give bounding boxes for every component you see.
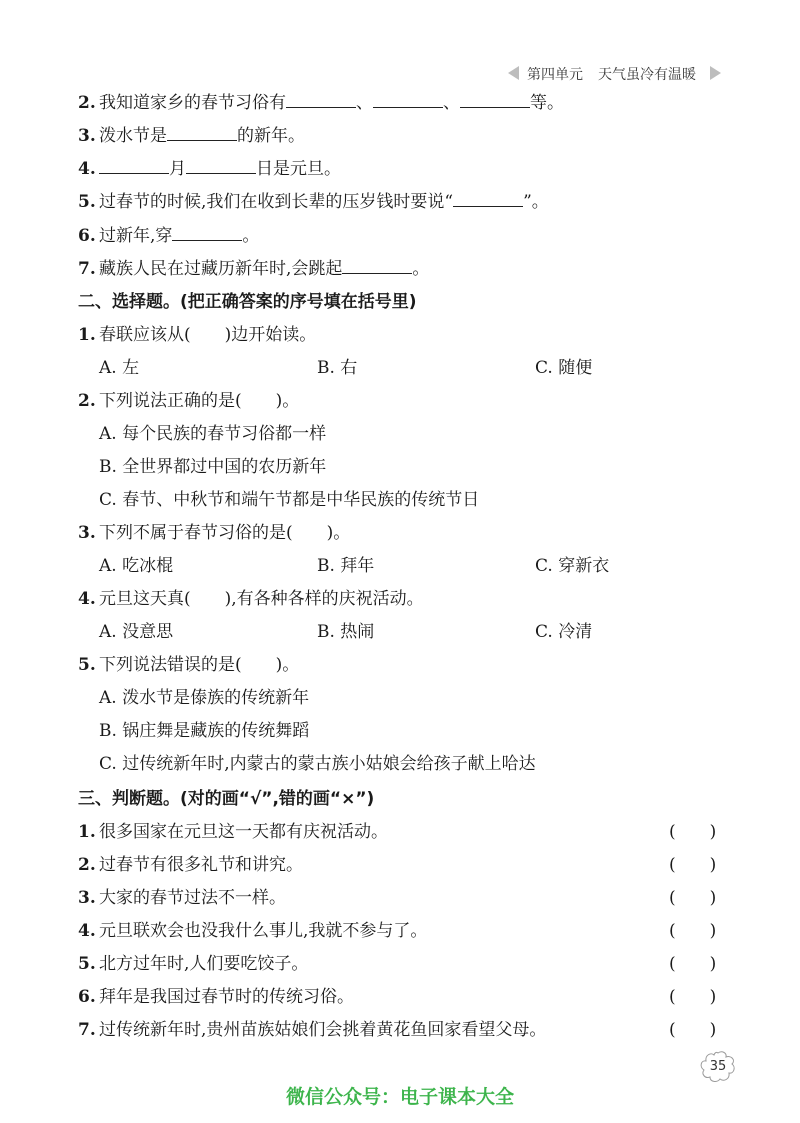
- header-left-triangle-icon: [508, 66, 519, 80]
- option-row: [0, 617, 800, 647]
- option[interactable]: C. 春节、中秋节和端午节都是中华民族的传统节日: [99, 490, 480, 510]
- fill-item: [0, 121, 800, 151]
- option-row: [0, 716, 800, 746]
- item-text: 等。: [530, 93, 564, 113]
- section-heading: 三、判断题。(对的画“√”,错的画“×”): [78, 789, 375, 809]
- answer-parentheses[interactable]: ( ): [669, 888, 717, 908]
- question-number: 3.: [78, 523, 96, 543]
- question-number: 4.: [78, 589, 96, 609]
- item-number: 3.: [78, 126, 96, 146]
- answer-parentheses[interactable]: ( ): [669, 855, 717, 875]
- option[interactable]: A. 泼水节是傣族的传统新年: [99, 688, 310, 708]
- option[interactable]: B. 全世界都过中国的农历新年: [99, 457, 327, 477]
- unit-label: 第四单元: [527, 67, 583, 83]
- item-text: 藏族人民在过藏历新年时,会跳起: [99, 259, 343, 279]
- option[interactable]: B. 拜年: [317, 556, 375, 576]
- option-row: [0, 419, 800, 449]
- answer-parentheses[interactable]: ( ): [669, 987, 717, 1007]
- question: [0, 584, 800, 614]
- item-text: 、: [443, 93, 460, 113]
- item-number: 1.: [78, 822, 96, 842]
- option[interactable]: A. 吃冰棍: [99, 556, 174, 576]
- judge-item: [0, 817, 800, 847]
- page-number-badge: [699, 1050, 737, 1084]
- option-row: [0, 452, 800, 482]
- option-row: [0, 551, 800, 581]
- judge-item: [0, 949, 800, 979]
- option[interactable]: B. 热闹: [317, 622, 375, 642]
- page-header: [0, 62, 800, 84]
- item-number: 6.: [78, 987, 96, 1007]
- judge-item: [0, 982, 800, 1012]
- answer-blank[interactable]: [99, 155, 169, 174]
- item-text: 过春节的时候,我们在收到长辈的压岁钱时要说“: [99, 192, 454, 212]
- answer-parentheses[interactable]: ( ): [669, 1020, 717, 1040]
- item-text: 拜年是我国过春节时的传统习俗。: [99, 987, 354, 1007]
- item-text: 。: [412, 259, 430, 279]
- item-text: 泼水节是: [99, 126, 167, 146]
- answer-parentheses[interactable]: ( ): [669, 954, 717, 974]
- question-stem: 春联应该从( )边开始读。: [99, 325, 317, 345]
- item-number: 2.: [78, 93, 96, 113]
- item-number: 3.: [78, 888, 96, 908]
- answer-blank[interactable]: [460, 89, 530, 108]
- item-text: ”。: [523, 192, 549, 212]
- item-text: 、: [356, 93, 373, 113]
- question-number: 2.: [78, 391, 96, 411]
- item-text: 日是元旦。: [256, 159, 341, 179]
- judge-item: [0, 850, 800, 880]
- item-text: 月: [169, 159, 186, 179]
- option[interactable]: B. 右: [317, 358, 358, 378]
- item-text: 过春节有很多礼节和讲究。: [99, 855, 303, 875]
- option[interactable]: C. 过传统新年时,内蒙古的蒙古族小姑娘会给孩子献上哈达: [99, 754, 536, 774]
- section-heading: 二、选择题。(把正确答案的序号填在括号里): [78, 292, 417, 312]
- item-text: 很多国家在元旦这一天都有庆祝活动。: [99, 822, 388, 842]
- option-row: [0, 485, 800, 515]
- answer-blank[interactable]: [286, 89, 356, 108]
- option[interactable]: A. 左: [99, 358, 140, 378]
- item-number: 7.: [78, 259, 96, 279]
- item-number: 5.: [78, 954, 96, 974]
- option-row: [0, 683, 800, 713]
- header-right-triangle-icon: [710, 66, 721, 80]
- item-text: 。: [242, 226, 260, 246]
- item-text: 元旦联欢会也没我什么事儿,我就不参与了。: [99, 921, 428, 941]
- question-number: 1.: [78, 325, 96, 345]
- fill-item: [0, 254, 800, 284]
- item-text: 的新年。: [237, 126, 305, 146]
- answer-blank[interactable]: [167, 122, 237, 141]
- question: [0, 320, 800, 350]
- option[interactable]: C. 穿新衣: [535, 556, 610, 576]
- judge-item: [0, 1015, 800, 1045]
- item-text: 过传统新年时,贵州苗族姑娘们会挑着黄花鱼回家看望父母。: [99, 1020, 547, 1040]
- answer-blank[interactable]: [342, 255, 412, 274]
- item-number: 5.: [78, 192, 96, 212]
- fill-item: [0, 88, 800, 118]
- option[interactable]: A. 没意思: [99, 622, 174, 642]
- question-stem: 下列说法正确的是( )。: [99, 391, 300, 411]
- answer-blank[interactable]: [453, 188, 523, 207]
- item-text: 北方过年时,人们要吃饺子。: [99, 954, 309, 974]
- unit-title: 天气虽冷有温暖: [598, 67, 696, 83]
- item-number: 4.: [78, 921, 96, 941]
- option[interactable]: C. 冷清: [535, 622, 593, 642]
- item-text: 大家的春节过法不一样。: [99, 888, 286, 908]
- item-text: 过新年,穿: [99, 226, 173, 246]
- question-number: 5.: [78, 655, 96, 675]
- option-row: [0, 353, 800, 383]
- answer-blank[interactable]: [186, 155, 256, 174]
- question-stem: 下列不属于春节习俗的是( )。: [99, 523, 351, 543]
- answer-parentheses[interactable]: ( ): [669, 921, 717, 941]
- fill-item: [0, 154, 800, 184]
- answer-blank[interactable]: [172, 222, 242, 241]
- judge-item: [0, 883, 800, 913]
- question-stem: 下列说法错误的是( )。: [99, 655, 300, 675]
- item-number: 2.: [78, 855, 96, 875]
- answer-blank[interactable]: [373, 89, 443, 108]
- fill-item: [0, 187, 800, 217]
- answer-parentheses[interactable]: ( ): [669, 822, 717, 842]
- judge-item: [0, 916, 800, 946]
- item-number: 7.: [78, 1020, 96, 1040]
- option-row: [0, 749, 800, 779]
- item-text: 我知道家乡的春节习俗有: [99, 93, 286, 113]
- item-number: 6.: [78, 226, 96, 246]
- question-stem: 元旦这天真( ),有各种各样的庆祝活动。: [99, 589, 424, 609]
- footer-watermark: 微信公众号：电子课本大全: [285, 1086, 514, 1108]
- question: [0, 650, 800, 680]
- option[interactable]: C. 随便: [535, 358, 593, 378]
- question: [0, 518, 800, 548]
- fill-item: [0, 221, 800, 251]
- item-number: 4.: [78, 159, 96, 179]
- option[interactable]: B. 锅庄舞是藏族的传统舞蹈: [99, 721, 310, 741]
- option[interactable]: A. 每个民族的春节习俗都一样: [99, 424, 327, 444]
- question: [0, 386, 800, 416]
- page-number: 35: [709, 1059, 727, 1074]
